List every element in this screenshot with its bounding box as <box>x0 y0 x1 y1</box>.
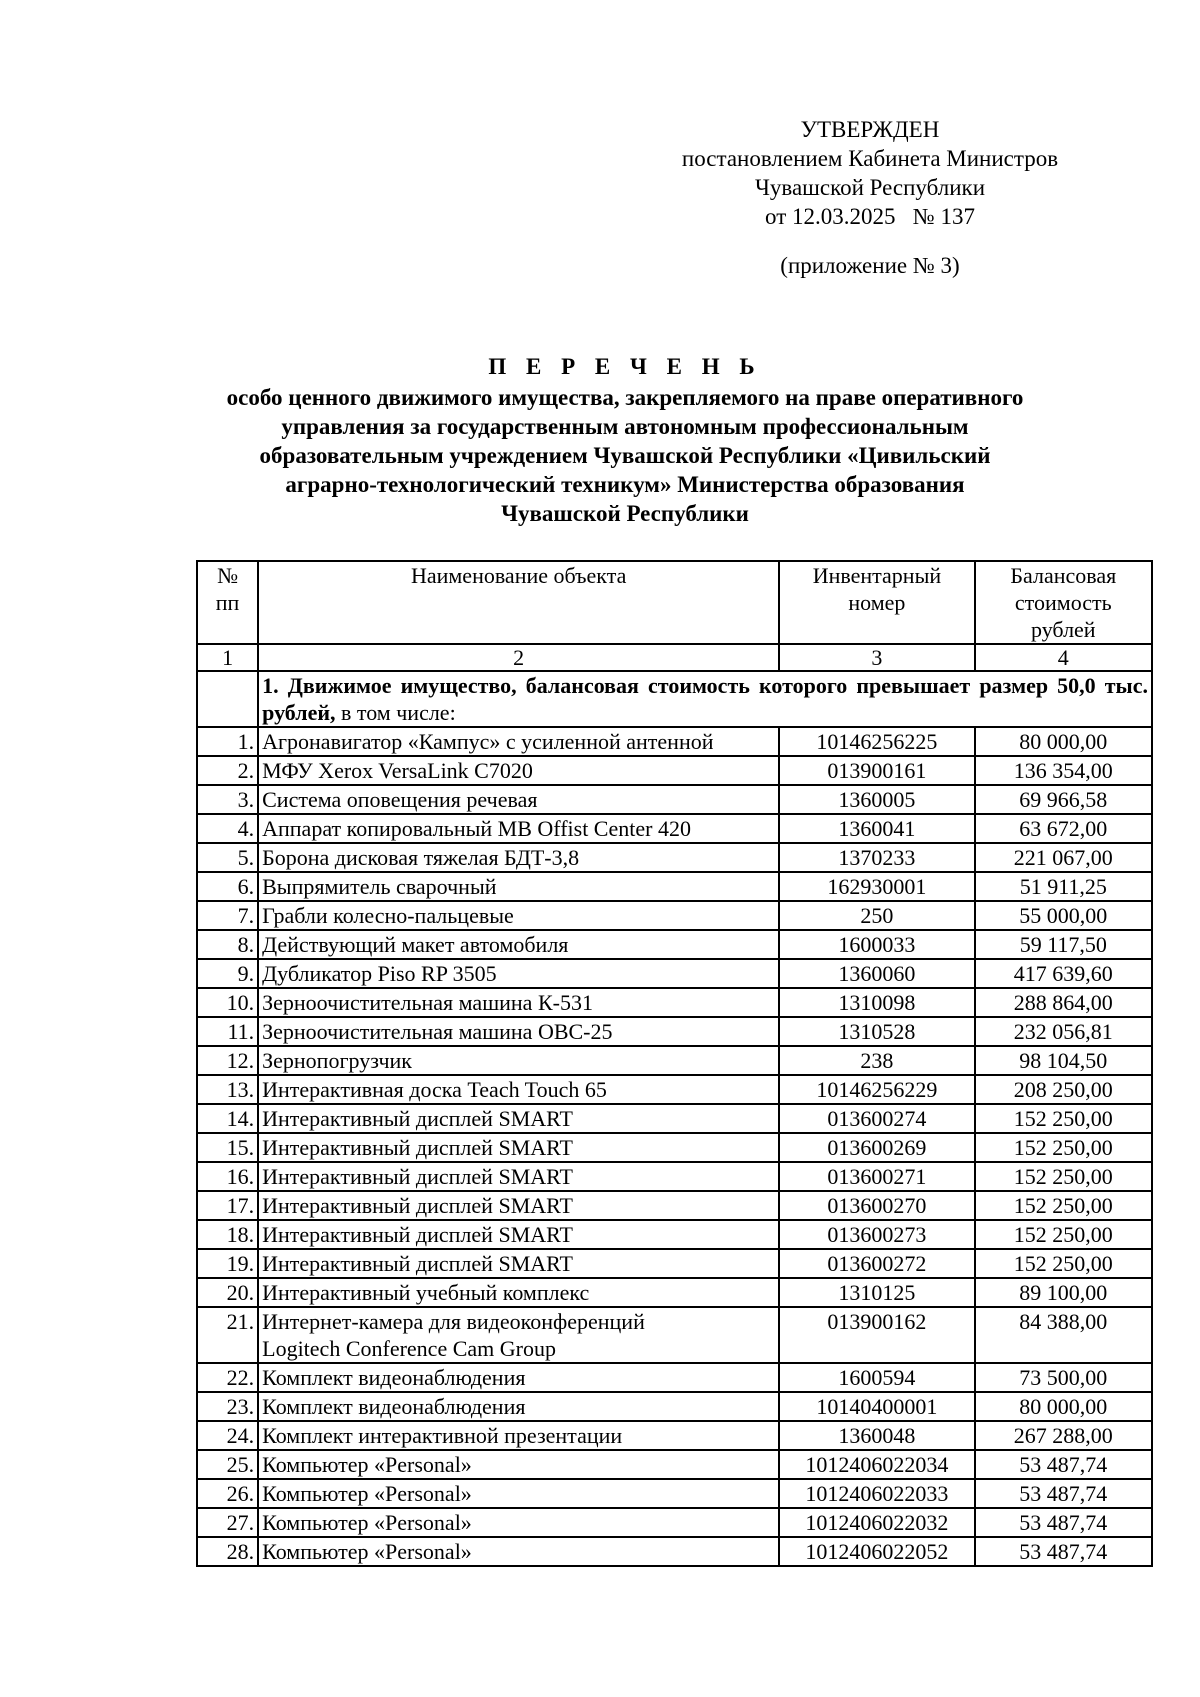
balance-cost: 84 388,00 <box>975 1307 1152 1363</box>
column-number: 4 <box>975 644 1152 671</box>
table-row <box>197 1162 1152 1191</box>
balance-cost: 152 250,00 <box>975 1249 1152 1278</box>
item-name <box>258 843 779 872</box>
item-name-line: Аппарат копировальный MB Offist Center 420 <box>262 816 691 841</box>
item-name <box>258 959 779 988</box>
inventory-number: 10146256229 <box>779 1075 974 1104</box>
approval-date-number: от 12.03.2025 № 137 <box>765 204 975 229</box>
header-inventory-line-2: номер <box>848 590 906 615</box>
row-number: 19. <box>197 1249 258 1278</box>
row-number: 25. <box>197 1450 258 1479</box>
section-empty-cell <box>197 671 258 727</box>
title-line-3: образовательным учреждением Чувашской Республики «Цивильский <box>259 443 991 468</box>
header-name: Наименование объекта <box>258 561 779 644</box>
item-name-line: Интерактивный дисплей SMART <box>262 1106 573 1131</box>
balance-cost: 152 250,00 <box>975 1133 1152 1162</box>
balance-cost: 73 500,00 <box>975 1363 1152 1392</box>
title-line-1: особо ценного движимого имущества, закрепляемого на праве оперативного <box>226 385 1024 410</box>
balance-cost: 152 250,00 <box>975 1220 1152 1249</box>
inventory-number: 1310098 <box>779 988 974 1017</box>
header-cost-line-3: рублей <box>1031 617 1096 642</box>
item-name <box>258 1017 779 1046</box>
inventory-number: 1012406022034 <box>779 1450 974 1479</box>
item-name-line: Интернет-камера для видеоконференций <box>262 1309 645 1334</box>
balance-cost: 136 354,00 <box>975 756 1152 785</box>
header-inventory <box>779 561 974 644</box>
approval-title: УТВЕРЖДЕН <box>800 117 940 142</box>
row-number: 22. <box>197 1363 258 1392</box>
inventory-number: 162930001 <box>779 872 974 901</box>
item-name <box>258 1479 779 1508</box>
item-name <box>258 901 779 930</box>
item-name-line: Компьютер «Personal» <box>262 1510 472 1535</box>
inventory-number: 1012406022052 <box>779 1537 974 1566</box>
balance-cost: 89 100,00 <box>975 1278 1152 1307</box>
row-number: 13. <box>197 1075 258 1104</box>
row-number: 8. <box>197 930 258 959</box>
inventory-number: 013600271 <box>779 1162 974 1191</box>
item-name-line: Компьютер «Personal» <box>262 1452 472 1477</box>
balance-cost: 53 487,74 <box>975 1537 1152 1566</box>
table-row <box>197 1191 1152 1220</box>
column-number: 3 <box>779 644 974 671</box>
item-name-line: Интерактивный дисплей SMART <box>262 1222 573 1247</box>
item-name-line: Компьютер «Personal» <box>262 1481 472 1506</box>
item-name <box>258 1191 779 1220</box>
balance-cost: 232 056,81 <box>975 1017 1152 1046</box>
item-name <box>258 1104 779 1133</box>
item-name <box>258 727 779 756</box>
approval-authority: постановлением Кабинета Министров <box>681 146 1059 171</box>
balance-cost: 69 966,58 <box>975 785 1152 814</box>
balance-cost: 53 487,74 <box>975 1450 1152 1479</box>
item-name <box>258 1363 779 1392</box>
row-number: 12. <box>197 1046 258 1075</box>
table-row <box>197 1450 1152 1479</box>
item-name <box>258 1392 779 1421</box>
item-name-line: Компьютер «Personal» <box>262 1539 472 1564</box>
inventory-number: 1310528 <box>779 1017 974 1046</box>
inventory-number: 013900161 <box>779 756 974 785</box>
item-name <box>258 1278 779 1307</box>
item-name-line: Интерактивный дисплей SMART <box>262 1251 573 1276</box>
header-cost <box>975 561 1152 644</box>
inventory-number: 1012406022033 <box>779 1479 974 1508</box>
item-name <box>258 1537 779 1566</box>
balance-cost: 98 104,50 <box>975 1046 1152 1075</box>
table-row <box>197 1249 1152 1278</box>
title-heading: П Е Р Е Ч Е Н Ь <box>488 354 762 379</box>
table-row <box>197 930 1152 959</box>
approval-republic: Чувашской Республики <box>754 175 986 200</box>
table-row <box>197 727 1152 756</box>
inventory-number: 10140400001 <box>779 1392 974 1421</box>
balance-cost: 53 487,74 <box>975 1508 1152 1537</box>
item-name <box>258 988 779 1017</box>
balance-cost: 55 000,00 <box>975 901 1152 930</box>
item-name <box>258 1133 779 1162</box>
item-name-line: Интерактивная доска Teach Touch 65 <box>262 1077 607 1102</box>
inventory-number: 1600594 <box>779 1363 974 1392</box>
item-name-line: Зерноочистительная машина ОВС-25 <box>262 1019 613 1044</box>
row-number: 7. <box>197 901 258 930</box>
row-number: 27. <box>197 1508 258 1537</box>
inventory-number: 1360060 <box>779 959 974 988</box>
item-name <box>258 785 779 814</box>
balance-cost: 417 639,60 <box>975 959 1152 988</box>
inventory-number: 013600270 <box>779 1191 974 1220</box>
header-number-line-2: пп <box>215 590 240 615</box>
table-row <box>197 1537 1152 1566</box>
appendix-label: (приложение № 3) <box>780 253 960 278</box>
table-row <box>197 1075 1152 1104</box>
table-row <box>197 988 1152 1017</box>
table-row <box>197 959 1152 988</box>
item-name <box>258 1307 779 1363</box>
item-name-line: Интерактивный учебный комплекс <box>262 1280 590 1305</box>
table-row <box>197 1017 1152 1046</box>
item-name-line: Дубликатор Piso RP 3505 <box>262 961 497 986</box>
item-name-line: Комплект интерактивной презентации <box>262 1423 623 1448</box>
property-table <box>196 560 1153 1567</box>
item-name <box>258 1220 779 1249</box>
item-name <box>258 1162 779 1191</box>
balance-cost: 152 250,00 <box>975 1104 1152 1133</box>
item-name-line: Интерактивный дисплей SMART <box>262 1164 573 1189</box>
item-name <box>258 1421 779 1450</box>
table-row <box>197 1479 1152 1508</box>
item-name-line: Действующий макет автомобиля <box>262 932 569 957</box>
column-number-row <box>197 644 1152 671</box>
balance-cost: 80 000,00 <box>975 1392 1152 1421</box>
item-name-line: МФУ Xerox VersaLink C7020 <box>262 758 533 783</box>
header-number <box>197 561 258 644</box>
item-name <box>258 756 779 785</box>
table-row <box>197 785 1152 814</box>
inventory-number: 238 <box>779 1046 974 1075</box>
header-cost-line-1: Балансовая <box>1010 563 1117 588</box>
row-number: 2. <box>197 756 258 785</box>
table-row <box>197 1133 1152 1162</box>
table-row <box>197 1104 1152 1133</box>
item-name-line: Выпрямитель сварочный <box>262 874 497 899</box>
row-number: 20. <box>197 1278 258 1307</box>
table-row <box>197 1421 1152 1450</box>
item-name-line: Система оповещения речевая <box>262 787 538 812</box>
item-name <box>258 1249 779 1278</box>
item-name-line: Комплект видеонаблюдения <box>262 1365 526 1390</box>
header-inventory-line-1: Инвентарный <box>812 563 942 588</box>
row-number: 4. <box>197 814 258 843</box>
item-name <box>258 1508 779 1537</box>
balance-cost: 51 911,25 <box>975 872 1152 901</box>
header-number-line-1: № <box>217 563 239 588</box>
item-name-line: Интерактивный дисплей SMART <box>262 1135 573 1160</box>
row-number: 10. <box>197 988 258 1017</box>
table-row <box>197 1220 1152 1249</box>
table-row <box>197 1278 1152 1307</box>
inventory-number: 013600272 <box>779 1249 974 1278</box>
title-line-4: аграрно-технологический техникум» Министерства образования <box>285 472 965 497</box>
item-name-line: Борона дисковая тяжелая БДТ-3,8 <box>262 845 580 870</box>
balance-cost: 221 067,00 <box>975 843 1152 872</box>
balance-cost: 59 117,50 <box>975 930 1152 959</box>
inventory-number: 1012406022032 <box>779 1508 974 1537</box>
column-number: 2 <box>258 644 779 671</box>
row-number: 14. <box>197 1104 258 1133</box>
table-row <box>197 1363 1152 1392</box>
balance-cost: 53 487,74 <box>975 1479 1152 1508</box>
item-name-line: Агронавигатор «Кампус» с усиленной антенной <box>262 729 714 754</box>
table-row <box>197 843 1152 872</box>
item-name-line: Комплект видеонаблюдения <box>262 1394 526 1419</box>
item-name <box>258 1450 779 1479</box>
table-row <box>197 1508 1152 1537</box>
inventory-number: 10146256225 <box>779 727 974 756</box>
row-number: 16. <box>197 1162 258 1191</box>
item-name <box>258 1046 779 1075</box>
section-title <box>258 671 1152 727</box>
item-name-line: Зерноочистительная машина К-531 <box>262 990 593 1015</box>
document-title <box>150 352 1100 528</box>
row-number: 6. <box>197 872 258 901</box>
row-number: 1. <box>197 727 258 756</box>
row-number: 15. <box>197 1133 258 1162</box>
row-number: 18. <box>197 1220 258 1249</box>
balance-cost: 80 000,00 <box>975 727 1152 756</box>
inventory-number: 250 <box>779 901 974 930</box>
item-name <box>258 930 779 959</box>
row-number: 11. <box>197 1017 258 1046</box>
row-number: 23. <box>197 1392 258 1421</box>
inventory-number: 013900162 <box>779 1307 974 1363</box>
inventory-number: 013600273 <box>779 1220 974 1249</box>
item-name-line: Грабли колесно-пальцевые <box>262 903 514 928</box>
row-number: 17. <box>197 1191 258 1220</box>
inventory-number: 1360041 <box>779 814 974 843</box>
item-name <box>258 872 779 901</box>
row-number: 9. <box>197 959 258 988</box>
item-name <box>258 1075 779 1104</box>
table-row <box>197 1392 1152 1421</box>
row-number: 5. <box>197 843 258 872</box>
inventory-number: 013600269 <box>779 1133 974 1162</box>
row-number: 26. <box>197 1479 258 1508</box>
column-number: 1 <box>197 644 258 671</box>
table-row <box>197 756 1152 785</box>
balance-cost: 208 250,00 <box>975 1075 1152 1104</box>
item-name <box>258 814 779 843</box>
row-number: 24. <box>197 1421 258 1450</box>
inventory-number: 1370233 <box>779 843 974 872</box>
title-line-2: управления за государственным автономным профессиональным <box>281 414 969 439</box>
header-cost-line-2: стоимость <box>1014 590 1112 615</box>
table-row <box>197 872 1152 901</box>
section-title-normal: в том числе: <box>335 700 456 725</box>
balance-cost: 288 864,00 <box>975 988 1152 1017</box>
table-header-row <box>197 561 1152 644</box>
item-name-line: Logitech Conference Cam Group <box>262 1336 556 1361</box>
balance-cost: 152 250,00 <box>975 1162 1152 1191</box>
approval-block <box>640 115 1100 280</box>
row-number: 21. <box>197 1307 258 1363</box>
section-row <box>197 671 1152 727</box>
inventory-number: 1310125 <box>779 1278 974 1307</box>
inventory-number: 1360005 <box>779 785 974 814</box>
table-row <box>197 901 1152 930</box>
row-number: 28. <box>197 1537 258 1566</box>
inventory-number: 1360048 <box>779 1421 974 1450</box>
table-row <box>197 814 1152 843</box>
item-name-line: Интерактивный дисплей SMART <box>262 1193 573 1218</box>
balance-cost: 152 250,00 <box>975 1191 1152 1220</box>
title-line-5: Чувашской Республики <box>501 501 749 526</box>
inventory-number: 013600274 <box>779 1104 974 1133</box>
table-row <box>197 1307 1152 1363</box>
inventory-number: 1600033 <box>779 930 974 959</box>
balance-cost: 267 288,00 <box>975 1421 1152 1450</box>
table-row <box>197 1046 1152 1075</box>
section-title-bold: 1. Движимое имущество, балансовая стоимость которого превышает размер 50,0 тыс. рублей, <box>262 673 1148 725</box>
row-number: 3. <box>197 785 258 814</box>
item-name-line: Зернопогрузчик <box>262 1048 412 1073</box>
balance-cost: 63 672,00 <box>975 814 1152 843</box>
